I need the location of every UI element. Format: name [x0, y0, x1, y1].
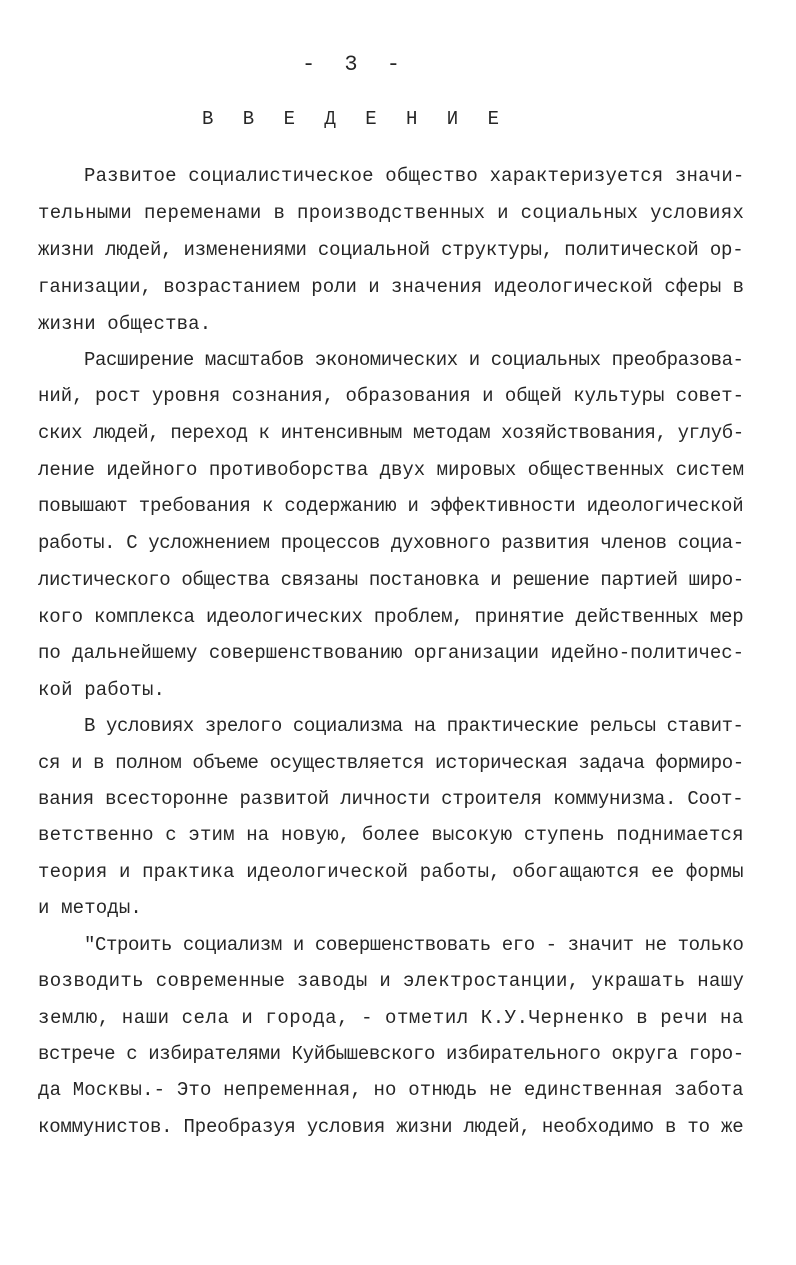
- text-line: В условиях зрелого социализма на практические рельсы ставит-: [84, 715, 744, 737]
- text-line: возводить современные заводы и электростанции, украшать нашу: [38, 970, 744, 992]
- text-line: ветственно с этим на новую, более высокую ступень поднимается: [38, 824, 744, 846]
- page-number: - 3 -: [301, 52, 408, 77]
- text-line: кого комплекса идеологических проблем, принятие действенных мер: [38, 606, 744, 628]
- text-line: ление идейного противоборства двух мировых общественных систем: [38, 459, 744, 481]
- text-line: листического общества связаны постановка и решение партией широ-: [38, 569, 744, 591]
- text-line: вания всесторонне развитой личности строителя коммунизма. Соот-: [38, 788, 744, 810]
- text-line: Развитое социалистическое общество характеризуется значи-: [84, 165, 744, 187]
- text-line: повышают требования к содержанию и эффективности идеологической: [38, 495, 744, 517]
- text-line: ганизации, возрастанием роли и значения идеологической сферы в: [38, 276, 744, 298]
- text-line: ний, рост уровня сознания, образования и общей культуры совет-: [38, 385, 744, 407]
- text-line: встрече с избирателями Куйбышевского избирательного округа горо-: [38, 1043, 744, 1065]
- text-line: ских людей, переход к интенсивным методам хозяйствования, углуб-: [38, 422, 744, 444]
- text-line: жизни общества.: [38, 313, 212, 335]
- text-line: жизни людей, изменениями социальной структуры, политической ор-: [38, 239, 744, 261]
- text-line: работы. С усложнением процессов духовного развития членов социа-: [38, 532, 744, 554]
- text-line: землю, наши села и города, - отметил К.У.Черненко в речи на: [38, 1007, 744, 1029]
- section-title: В В Е Д Е Н И Е: [201, 108, 509, 130]
- text-line: да Москвы.- Это непременная, но отнюдь не единственная забота: [38, 1079, 744, 1101]
- text-line: Расширение масштабов экономических и социальных преобразова-: [84, 349, 744, 371]
- text-line: тельными переменами в производственных и социальных условиях: [38, 202, 744, 224]
- text-line: "Строить социализм и совершенствовать его - значит не только: [84, 934, 744, 956]
- text-line: коммунистов. Преобразуя условия жизни людей, необходимо в то же: [38, 1116, 744, 1138]
- text-line: кой работы.: [38, 679, 166, 701]
- text-line: и методы.: [38, 897, 142, 919]
- text-line: по дальнейшему совершенствованию организации идейно-политичес-: [38, 642, 744, 664]
- text-line: теория и практика идеологической работы, обогащаются ее формы: [38, 861, 744, 883]
- text-line: ся и в полном объеме осуществляется историческая задача формиро-: [38, 752, 744, 774]
